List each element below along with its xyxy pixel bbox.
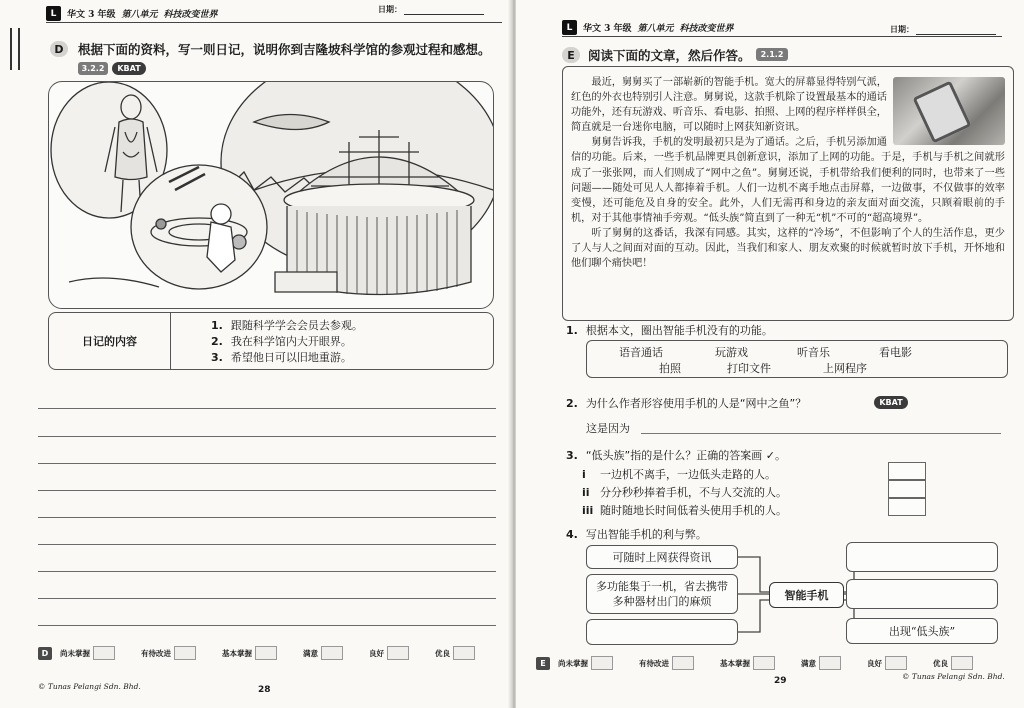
scale-item[interactable]: 有待改进 [141, 646, 196, 660]
scale-item[interactable]: 满意 [303, 646, 343, 660]
option-item[interactable]: 听音乐 [797, 346, 830, 359]
page-header [46, 6, 218, 21]
copyright-text: © Tunas Pelangi Sdn. Bhd. [902, 672, 1005, 681]
diary-point: 2. 我在科学馆内大开眼界。 [211, 335, 352, 348]
passage-paragraph: 舅舅告诉我，手机的发明最初只是为了通话。之后，手机另添加通信的功能。后来，一些手机品牌更具创新意识，添加了上网的功能。于是，手机与手机之间就形成了一张张网，而人们则成了“网中之鱼”。舅舅还说，手机带给我们便利的同时，也带来了一些问题——随处可见人人都捧着手机。人们一边机不离手地点击屏幕，一边做事，不仅做事的效率变慢，还可能危及自身的安全。此外，人们无需再和身边的亲友面对面交流，只顾着眼前的手机，对于其他事情袖手旁观。“低头族”简直到了一种无“机”不可的“超高境界”。 [571, 137, 1005, 224]
scale-letter: E [536, 657, 550, 670]
diary-point: 1. 跟随科学学会会员去参观。 [211, 319, 363, 332]
option-item[interactable]: 语音通话 [619, 346, 663, 359]
instruction-text: 根据下面的资料，写一则日记，说明你到吉隆坡科学馆的参观过程和感想。 [78, 42, 491, 57]
binding-marks [10, 28, 20, 70]
section-letter: D [50, 41, 68, 57]
copyright-text: © Tunas Pelangi Sdn. Bhd. [38, 682, 141, 691]
page-number: 29 [774, 676, 787, 686]
diary-content-box [48, 312, 494, 370]
disadvantage-node-blank[interactable] [846, 579, 998, 609]
writing-line[interactable] [38, 463, 496, 464]
kbat-badge: KBAT [112, 62, 146, 75]
page-number: 28 [258, 685, 271, 695]
question-3: 3. “低头族”指的是什么？正确的答案画 ✓。 [566, 449, 786, 462]
scale-item[interactable]: 优良 [435, 646, 475, 660]
publisher-logo: L [562, 20, 577, 35]
self-assessment-scale [536, 654, 999, 672]
writing-line[interactable] [38, 598, 496, 599]
writing-line[interactable] [38, 625, 496, 626]
grade-label: 华文 3 年级 [583, 24, 632, 34]
choice-item: ii 分分秒秒捧着手机，不与人交流的人。 [582, 486, 787, 499]
scale-item[interactable]: 基本掌握 [720, 656, 775, 670]
choice-item: iii 随时随地长时间低着头使用手机的人。 [582, 504, 787, 517]
passage-paragraph: 最近，舅舅买了一部崭新的智能手机。宽大的屏幕显得特别气派，红色的外衣也特别引人注意。舅舅说，这款手机除了设置最基本的通话功能外，还有玩游戏、听音乐、看电影、拍照、上网的程序样样俱全，简直就是一台迷你电脑，可以随时上网获知新资讯。 [571, 77, 887, 134]
option-item[interactable]: 拍照 [659, 362, 681, 375]
scale-item[interactable]: 良好 [867, 656, 907, 670]
writing-line[interactable] [38, 490, 496, 491]
diary-label: 日记的内容 [49, 313, 171, 369]
option-item[interactable]: 看电影 [879, 346, 912, 359]
kbat-badge: KBAT [874, 396, 908, 409]
writing-line[interactable] [38, 408, 496, 409]
option-item[interactable]: 玩游戏 [715, 346, 748, 359]
diary-points-list [171, 313, 363, 369]
scale-item[interactable]: 尚未掌握 [60, 646, 115, 660]
question-1: 1. 根据本文，圈出智能手机没有的功能。 [566, 324, 773, 337]
theme-label: 科技改变世界 [679, 24, 734, 34]
skill-code-badge: 3.2.2 [78, 62, 108, 75]
instruction-text: 阅读下面的文章，然后作答。 [588, 48, 751, 63]
writing-line[interactable] [38, 436, 496, 437]
disadvantage-node-blank[interactable] [846, 542, 998, 572]
writing-line[interactable] [38, 517, 496, 518]
advantage-node: 多功能集于一机，省去携带多种器材出门的麻烦 [586, 574, 738, 614]
scale-letter: D [38, 647, 52, 660]
writing-line[interactable] [38, 571, 496, 572]
date-field[interactable]: 日期： [890, 24, 996, 35]
grade-label: 华文 3 年级 [67, 10, 116, 20]
self-assessment-scale [38, 644, 501, 662]
theme-label: 科技改变世界 [163, 10, 218, 20]
option-item[interactable]: 上网程序 [823, 362, 867, 375]
scale-item[interactable]: 尚未掌握 [558, 656, 613, 670]
advantage-node-blank[interactable] [586, 619, 738, 645]
publisher-logo: L [46, 6, 61, 21]
writing-line[interactable] [38, 544, 496, 545]
diary-point: 3. 希望他日可以旧地重游。 [211, 351, 352, 364]
skill-code-badge: 2.1.2 [756, 48, 788, 61]
unit-label: 第八单元 [121, 10, 158, 20]
disadvantage-node: 出现“低头族” [846, 618, 998, 644]
scale-item[interactable]: 满意 [801, 656, 841, 670]
mind-map-center: 智能手机 [769, 582, 844, 608]
question-2: 2. 为什么作者形容使用手机的人是“网中之鱼”？ [566, 397, 807, 410]
question-4: 4. 写出智能手机的利与弊。 [566, 528, 707, 541]
right-page [516, 0, 1024, 708]
date-field[interactable]: 日期： [378, 4, 484, 15]
unit-label: 第八单元 [637, 24, 674, 34]
science-center-illustration [48, 81, 494, 309]
choice-item: i 一边机不离手，一边低头走路的人。 [582, 468, 776, 481]
scale-item[interactable]: 良好 [369, 646, 409, 660]
advantage-node: 可随时上网获得资讯 [586, 545, 738, 569]
passage-paragraph: 听了舅舅的这番话，我深有同感。其实，这样的“冷场”，不但影响了个人的生活作息，更少了人与人之间面对面的互动。因此，当我们和家人、朋友欢聚的时候就暂时放下手机，开怀地和他们聊个痛快吧！ [571, 227, 1005, 270]
option-item[interactable]: 打印文件 [727, 362, 771, 375]
scale-item[interactable]: 基本掌握 [222, 646, 277, 660]
answer-prefix: 这是因为 [586, 422, 630, 435]
section-letter: E [562, 47, 580, 63]
scale-item[interactable]: 有待改进 [639, 656, 694, 670]
scale-item[interactable]: 优良 [933, 656, 973, 670]
